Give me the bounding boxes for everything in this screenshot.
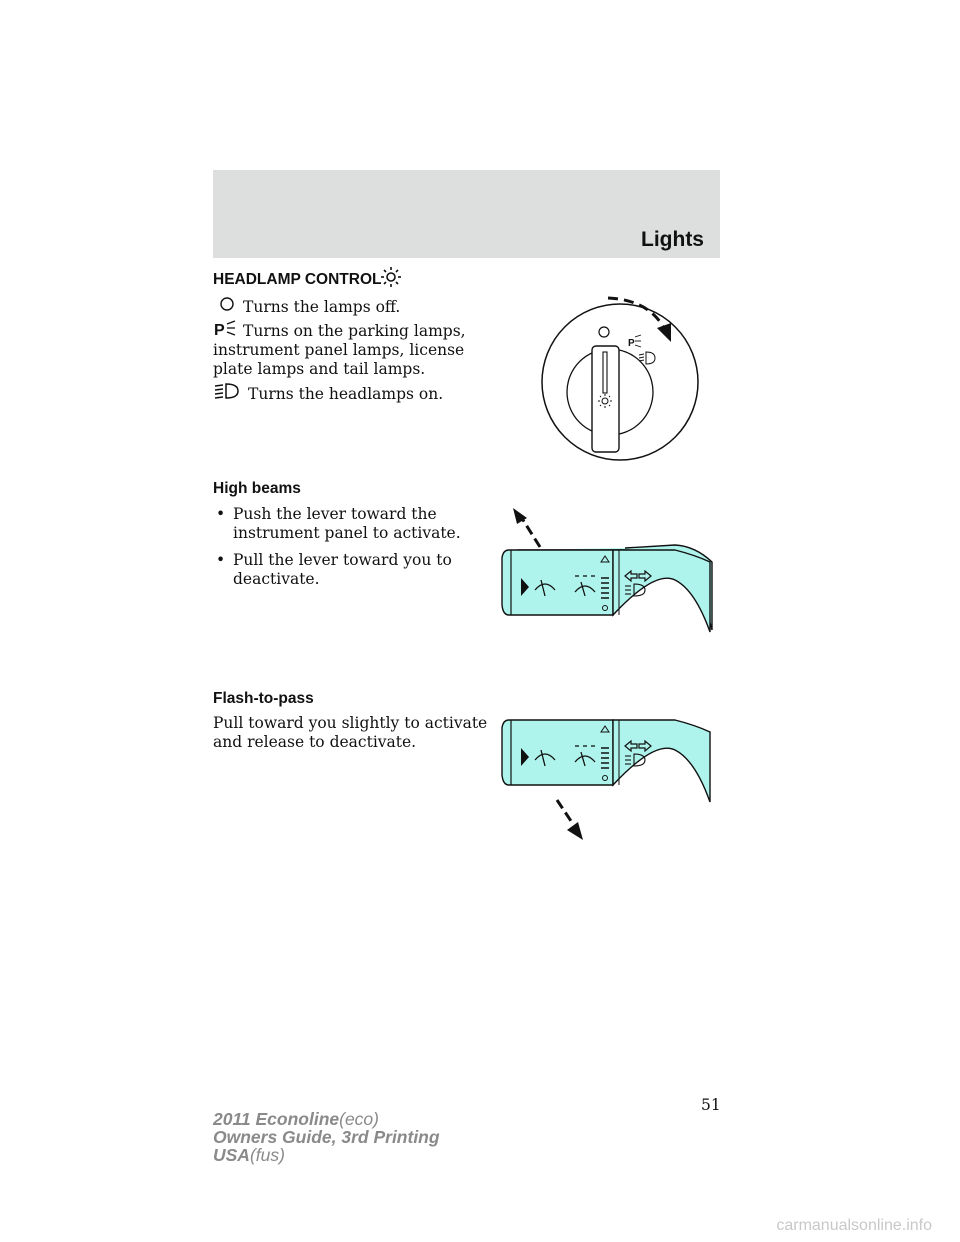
parking-lamp-icon (214, 319, 238, 339)
high-beams-list (213, 505, 463, 597)
watermark: carmanualsonline.info (776, 1217, 932, 1234)
list-item: • Pull the lever toward you to deactivate. (213, 551, 463, 589)
headlamp-control-figure (535, 290, 715, 465)
svg-text:P: P (628, 338, 635, 349)
section-title: Lights (641, 228, 704, 251)
lever-end (502, 720, 613, 785)
off-circle-icon (219, 296, 235, 312)
headlamp-icon (214, 382, 240, 400)
sun-icon (380, 266, 402, 288)
lever-stalk (613, 550, 710, 632)
push-arrow-icon (513, 508, 540, 547)
knob-pointer (603, 352, 607, 393)
headlamp-control-title: HEADLAMP CONTROL (213, 271, 382, 288)
flash-to-pass-lever-figure (495, 700, 715, 850)
lever-stalk (613, 720, 710, 802)
footer-edition: 2011 Econoline(eco) Owners Guide, 3rd Printing USA(fus) (213, 1109, 440, 1165)
flash-to-pass-line2: and release to deactivate. (213, 733, 417, 751)
pull-arrow-icon (557, 800, 583, 840)
off-description: Turns the lamps off. (243, 298, 401, 316)
svg-text:P: P (214, 322, 225, 339)
flash-to-pass-line1: Pull toward you slightly to activate (213, 714, 488, 732)
high-beams-heading: High beams (213, 480, 301, 497)
list-item: • Push the lever toward the instrument panel to activate. (213, 505, 463, 543)
headlamps-on-description: Turns the headlamps on. (248, 385, 444, 403)
parking-description-line2: instrument panel lamps, license (213, 341, 465, 359)
parking-description-line3: plate lamps and tail lamps. (213, 360, 426, 378)
page-number: 51 (701, 1096, 721, 1114)
high-beams-lever-figure (495, 500, 715, 640)
lever-end (502, 550, 613, 615)
parking-description-line1: Turns on the parking lamps, (243, 322, 466, 340)
section-header-band (213, 170, 720, 258)
flash-to-pass-heading: Flash-to-pass (213, 690, 314, 707)
headlamp-control-heading (213, 271, 382, 289)
